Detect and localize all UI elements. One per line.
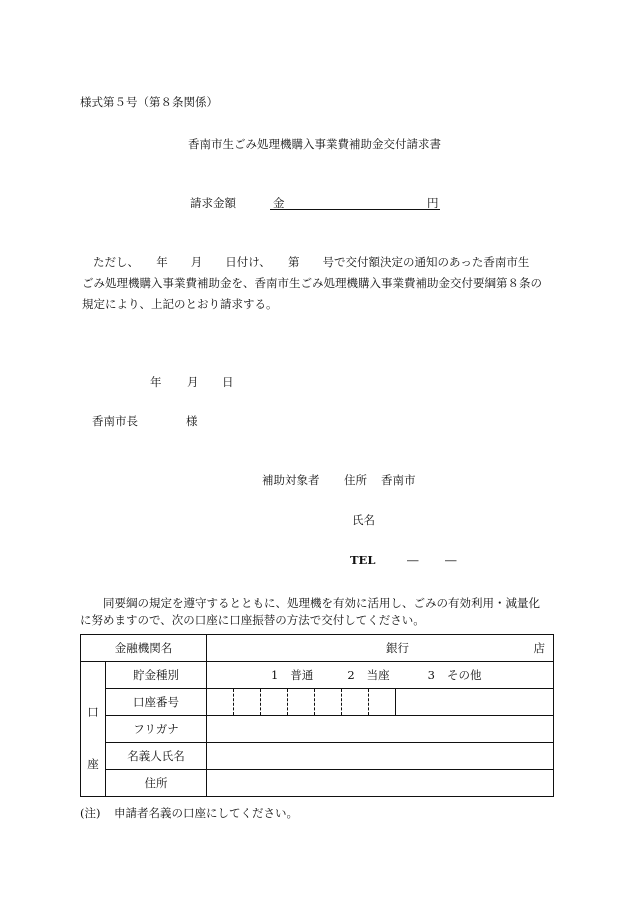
- account-number-label: 口座番号: [106, 689, 207, 716]
- digit-box[interactable]: [288, 689, 315, 715]
- digit-box[interactable]: [342, 689, 369, 715]
- row-account-number: [81, 689, 554, 716]
- row-institution: [81, 635, 554, 662]
- tel-separator-1: ―: [407, 553, 419, 567]
- body-paragraph: [82, 252, 554, 315]
- deposit-type-label: 貯金種別: [106, 662, 207, 689]
- applicant-address-label: 住所: [344, 473, 367, 487]
- row-furigana: [81, 716, 554, 743]
- account-side-char-2: 座: [87, 757, 99, 771]
- date-year: 年: [150, 375, 162, 389]
- digit-box[interactable]: [234, 689, 261, 715]
- branch-suffix: 店: [533, 641, 545, 655]
- tel-separator-2: ―: [445, 553, 457, 567]
- body-line-2: ごみ処理機購入事業費補助金を、香南市生ごみ処理機購入事業費補助金交付要綱第８条の: [82, 276, 542, 290]
- digit-box[interactable]: [369, 689, 396, 715]
- digit-box[interactable]: [261, 689, 288, 715]
- amount-underline: [270, 209, 440, 210]
- deposit-type-field[interactable]: [207, 662, 554, 689]
- deposit-option-1-label[interactable]: 普通: [290, 668, 314, 682]
- addressee-honorific: 様: [186, 414, 198, 428]
- account-number-digits: [207, 689, 553, 715]
- amount-label: 請求金額: [190, 196, 236, 210]
- account-side-char-1: 口: [87, 705, 99, 719]
- bank-suffix: 銀行: [386, 641, 409, 655]
- digit-box[interactable]: [315, 689, 342, 715]
- amount-suffix: 円: [427, 196, 439, 210]
- applicant-name-label: 氏名: [352, 513, 375, 527]
- note-prefix: (注): [80, 806, 101, 820]
- digit-box[interactable]: [207, 689, 234, 715]
- furigana-label: フリガナ: [106, 716, 207, 743]
- applicant-label: 補助対象者: [262, 473, 320, 487]
- form-title: 香南市生ごみ処理機購入事業費補助金交付請求書: [188, 137, 441, 151]
- form-number: 様式第５号（第８条関係）: [80, 95, 218, 109]
- institution-field[interactable]: [207, 635, 554, 662]
- applicant-tel-label: TEL: [350, 553, 376, 567]
- holder-address-label: 住所: [106, 770, 207, 797]
- applicant-address-value: 香南市: [381, 473, 416, 487]
- addressee-name: 香南市長: [92, 414, 138, 428]
- row-holder-name: [81, 743, 554, 770]
- bank-account-table: [80, 634, 554, 797]
- account-side-label: [81, 662, 106, 797]
- furigana-field[interactable]: [207, 716, 554, 743]
- holder-address-field[interactable]: [207, 770, 554, 797]
- deposit-option-2-num[interactable]: 2: [347, 668, 355, 682]
- body-line-3: 規定により、上記のとおり請求する。: [82, 297, 278, 311]
- institution-label: 金融機関名: [81, 635, 207, 662]
- deposit-option-3-num[interactable]: 3: [427, 668, 435, 682]
- date-month: 月: [187, 375, 199, 389]
- deposit-option-3-label[interactable]: その他: [446, 668, 482, 682]
- account-number-field[interactable]: [207, 689, 554, 716]
- deposit-option-1-num[interactable]: 1: [271, 668, 279, 682]
- deposit-option-2-label[interactable]: 当座: [366, 668, 390, 682]
- date-day: 日: [222, 375, 234, 389]
- note-text: 申請者名義の口座にしてください。: [114, 806, 298, 820]
- pledge-line-1: 同要綱の規定を遵守するとともに、処理機を有効に活用し、ごみの有効利用・減量化: [103, 596, 540, 610]
- pledge-line-2: に努めますので、次の口座に口座振替の方法で交付してください。: [80, 613, 425, 627]
- body-line-1: ただし、 年 月 日付け、 第 号で交付額決定の通知のあった香南市生: [93, 255, 530, 269]
- row-deposit-type: [81, 662, 554, 689]
- amount-prefix: 金: [273, 196, 285, 210]
- row-holder-address: [81, 770, 554, 797]
- holder-name-field[interactable]: [207, 743, 554, 770]
- holder-name-label: 名義人氏名: [106, 743, 207, 770]
